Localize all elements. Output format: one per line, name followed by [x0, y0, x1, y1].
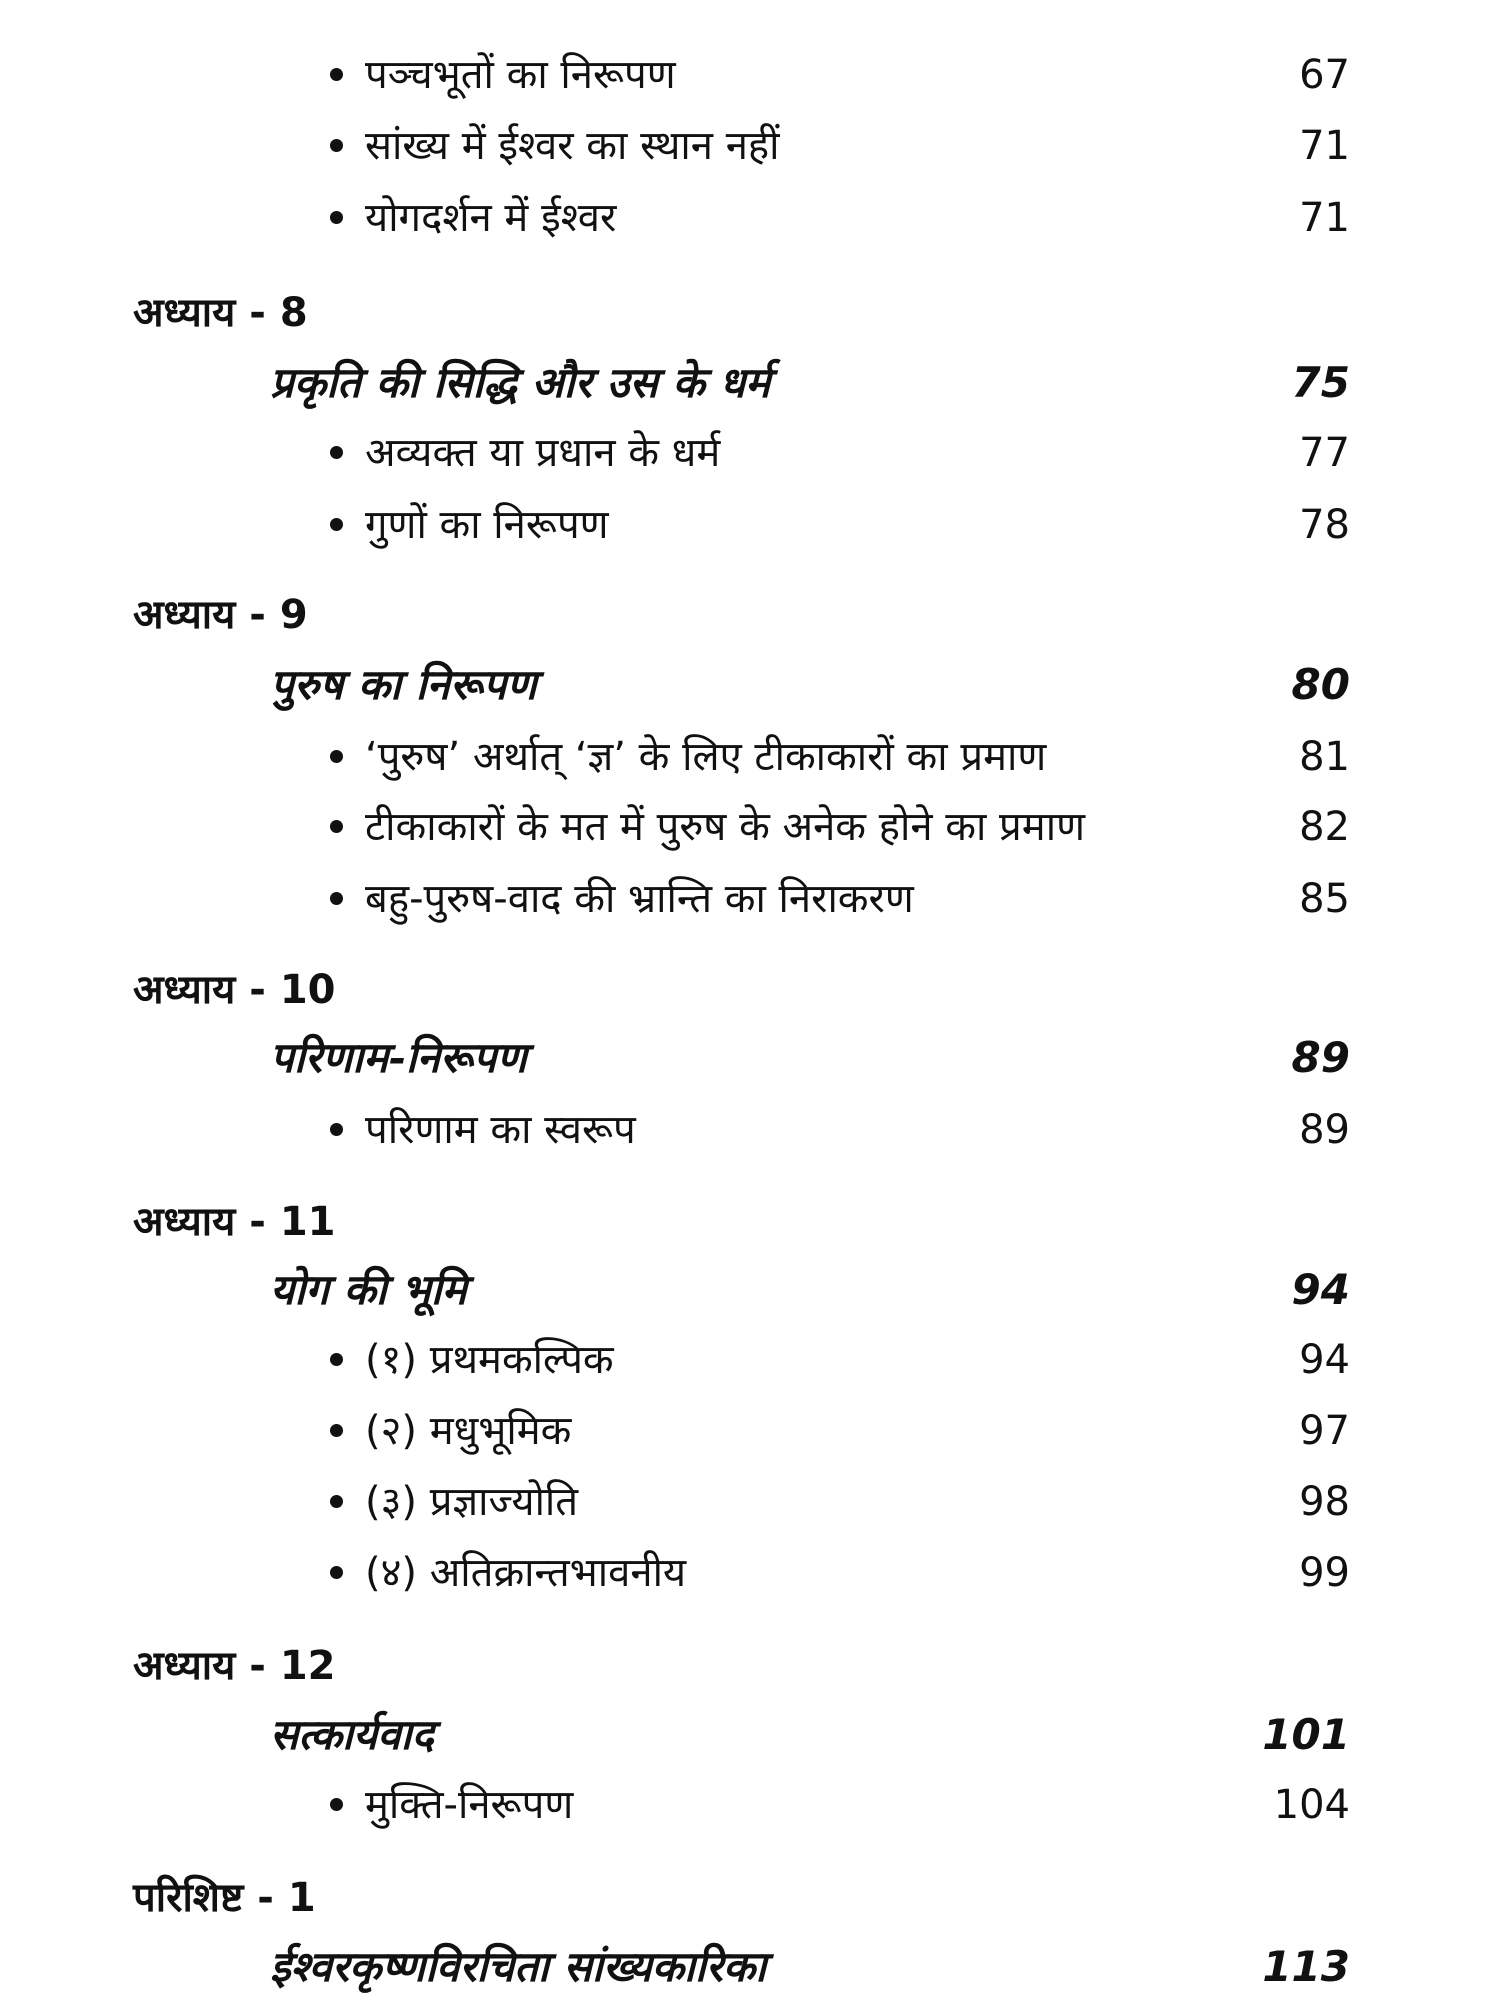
bullet-icon: [330, 68, 343, 81]
toc-entry-label: (३) प्रज्ञाज्योति: [365, 1479, 579, 1525]
chapter-title-9[interactable]: [0, 655, 1500, 715]
chapter-heading-label: अध्याय - 9: [133, 592, 308, 638]
toc-entry-page: 81: [1299, 734, 1350, 780]
toc-entry-label: टीकाकारों के मत में पुरुष के अनेक होने का प्रमाण: [365, 804, 1085, 850]
toc-entry-page: 78: [1299, 502, 1350, 548]
bullet-icon: [330, 1566, 343, 1579]
chapter-title-label: परिणाम-निरूपण: [270, 1033, 527, 1082]
toc-entry[interactable]: [0, 423, 1500, 483]
toc-entry[interactable]: [0, 188, 1500, 248]
toc-entry-label: गुणों का निरूपण: [365, 502, 609, 548]
chapter-heading-label: अध्याय - 8: [133, 290, 308, 336]
toc-entry-label: ‘पुरुष’ अर्थात् ‘ज्ञ’ के लिए टीकाकारों का प्रमाण: [365, 734, 1047, 780]
toc-entry-label: (२) मधुभूमिक: [365, 1408, 572, 1454]
toc-entry-page: 71: [1299, 195, 1350, 241]
appendix-heading-1: [0, 1868, 1500, 1928]
toc-entry-page: 104: [1273, 1782, 1350, 1828]
toc-entry[interactable]: [0, 1100, 1500, 1160]
chapter-title-12[interactable]: [0, 1705, 1500, 1765]
toc-entry-page: 89: [1299, 1107, 1350, 1153]
toc-entry-label: सांख्य में ईश्वर का स्थान नहीं: [365, 123, 780, 169]
chapter-title-page: 75: [1291, 358, 1350, 407]
chapter-heading-9: [0, 585, 1500, 645]
chapter-heading-11: [0, 1192, 1500, 1252]
bullet-icon: [330, 892, 343, 905]
toc-entry-label: योगदर्शन में ईश्वर: [365, 195, 617, 241]
bullet-icon: [330, 750, 343, 763]
bullet-icon: [330, 1424, 343, 1437]
toc-entry-page: 82: [1299, 804, 1350, 850]
chapter-heading-label: अध्याय - 11: [133, 1199, 336, 1245]
toc-entry-page: 99: [1299, 1550, 1350, 1596]
toc-entry[interactable]: [0, 1401, 1500, 1461]
toc-entry[interactable]: [0, 1472, 1500, 1532]
toc-entry-label: (४) अतिक्रान्तभावनीय: [365, 1550, 687, 1596]
appendix-heading-label: परिशिष्ट - 1: [133, 1875, 316, 1921]
toc-entry[interactable]: [0, 869, 1500, 929]
toc-entry-label: मुक्ति-निरूपण: [365, 1782, 574, 1828]
chapter-title-page: 94: [1291, 1265, 1350, 1314]
bullet-icon: [330, 820, 343, 833]
chapter-title-label: योग की भूमि: [270, 1265, 467, 1314]
bullet-icon: [330, 211, 343, 224]
chapter-title-page: 101: [1262, 1710, 1350, 1759]
bullet-icon: [330, 518, 343, 531]
toc-entry-label: बहु-पुरुष-वाद की भ्रान्ति का निराकरण: [365, 876, 914, 922]
chapter-heading-label: अध्याय - 12: [133, 1643, 336, 1689]
chapter-title-label: सत्कार्यवाद: [270, 1710, 434, 1759]
toc-entry[interactable]: [0, 116, 1500, 176]
bullet-icon: [330, 139, 343, 152]
appendix-title-label: ईश्वरकृष्णविरचिता सांख्यकारिका: [270, 1942, 767, 1991]
toc-entry[interactable]: [0, 495, 1500, 555]
toc-entry[interactable]: [0, 45, 1500, 105]
toc-entry[interactable]: [0, 797, 1500, 857]
chapter-heading-8: [0, 283, 1500, 343]
toc-entry-page: 94: [1299, 1337, 1350, 1383]
chapter-heading-10: [0, 960, 1500, 1020]
toc-entry-page: 85: [1299, 876, 1350, 922]
bullet-icon: [330, 1353, 343, 1366]
bullet-icon: [330, 1495, 343, 1508]
toc-entry-page: 71: [1299, 123, 1350, 169]
toc-entry-page: 67: [1299, 52, 1350, 98]
chapter-title-8[interactable]: [0, 353, 1500, 413]
bullet-icon: [330, 446, 343, 459]
bullet-icon: [330, 1123, 343, 1136]
bullet-icon: [330, 1798, 343, 1811]
toc-entry-label: पञ्चभूतों का निरूपण: [365, 52, 676, 98]
chapter-title-page: 80: [1291, 660, 1350, 709]
toc-entry[interactable]: [0, 727, 1500, 787]
toc-entry-label: परिणाम का स्वरूप: [365, 1107, 636, 1153]
toc-entry-label: अव्यक्त या प्रधान के धर्म: [365, 430, 721, 476]
chapter-title-11[interactable]: [0, 1260, 1500, 1320]
toc-entry-page: 98: [1299, 1479, 1350, 1525]
chapter-heading-label: अध्याय - 10: [133, 967, 336, 1013]
toc-entry-page: 77: [1299, 430, 1350, 476]
chapter-heading-12: [0, 1636, 1500, 1696]
chapter-title-label: पुरुष का निरूपण: [270, 660, 537, 709]
toc-entry-label: (१) प्रथमकल्पिक: [365, 1337, 614, 1383]
chapter-title-page: 89: [1291, 1033, 1350, 1082]
toc-entry[interactable]: [0, 1775, 1500, 1835]
appendix-title-page: 113: [1262, 1942, 1350, 1991]
appendix-title-1[interactable]: [0, 1937, 1500, 1997]
chapter-title-label: प्रकृति की सिद्धि और उस के धर्म: [270, 358, 771, 407]
chapter-title-10[interactable]: [0, 1028, 1500, 1088]
toc-entry-page: 97: [1299, 1408, 1350, 1454]
toc-entry[interactable]: [0, 1543, 1500, 1603]
toc-entry[interactable]: [0, 1330, 1500, 1390]
